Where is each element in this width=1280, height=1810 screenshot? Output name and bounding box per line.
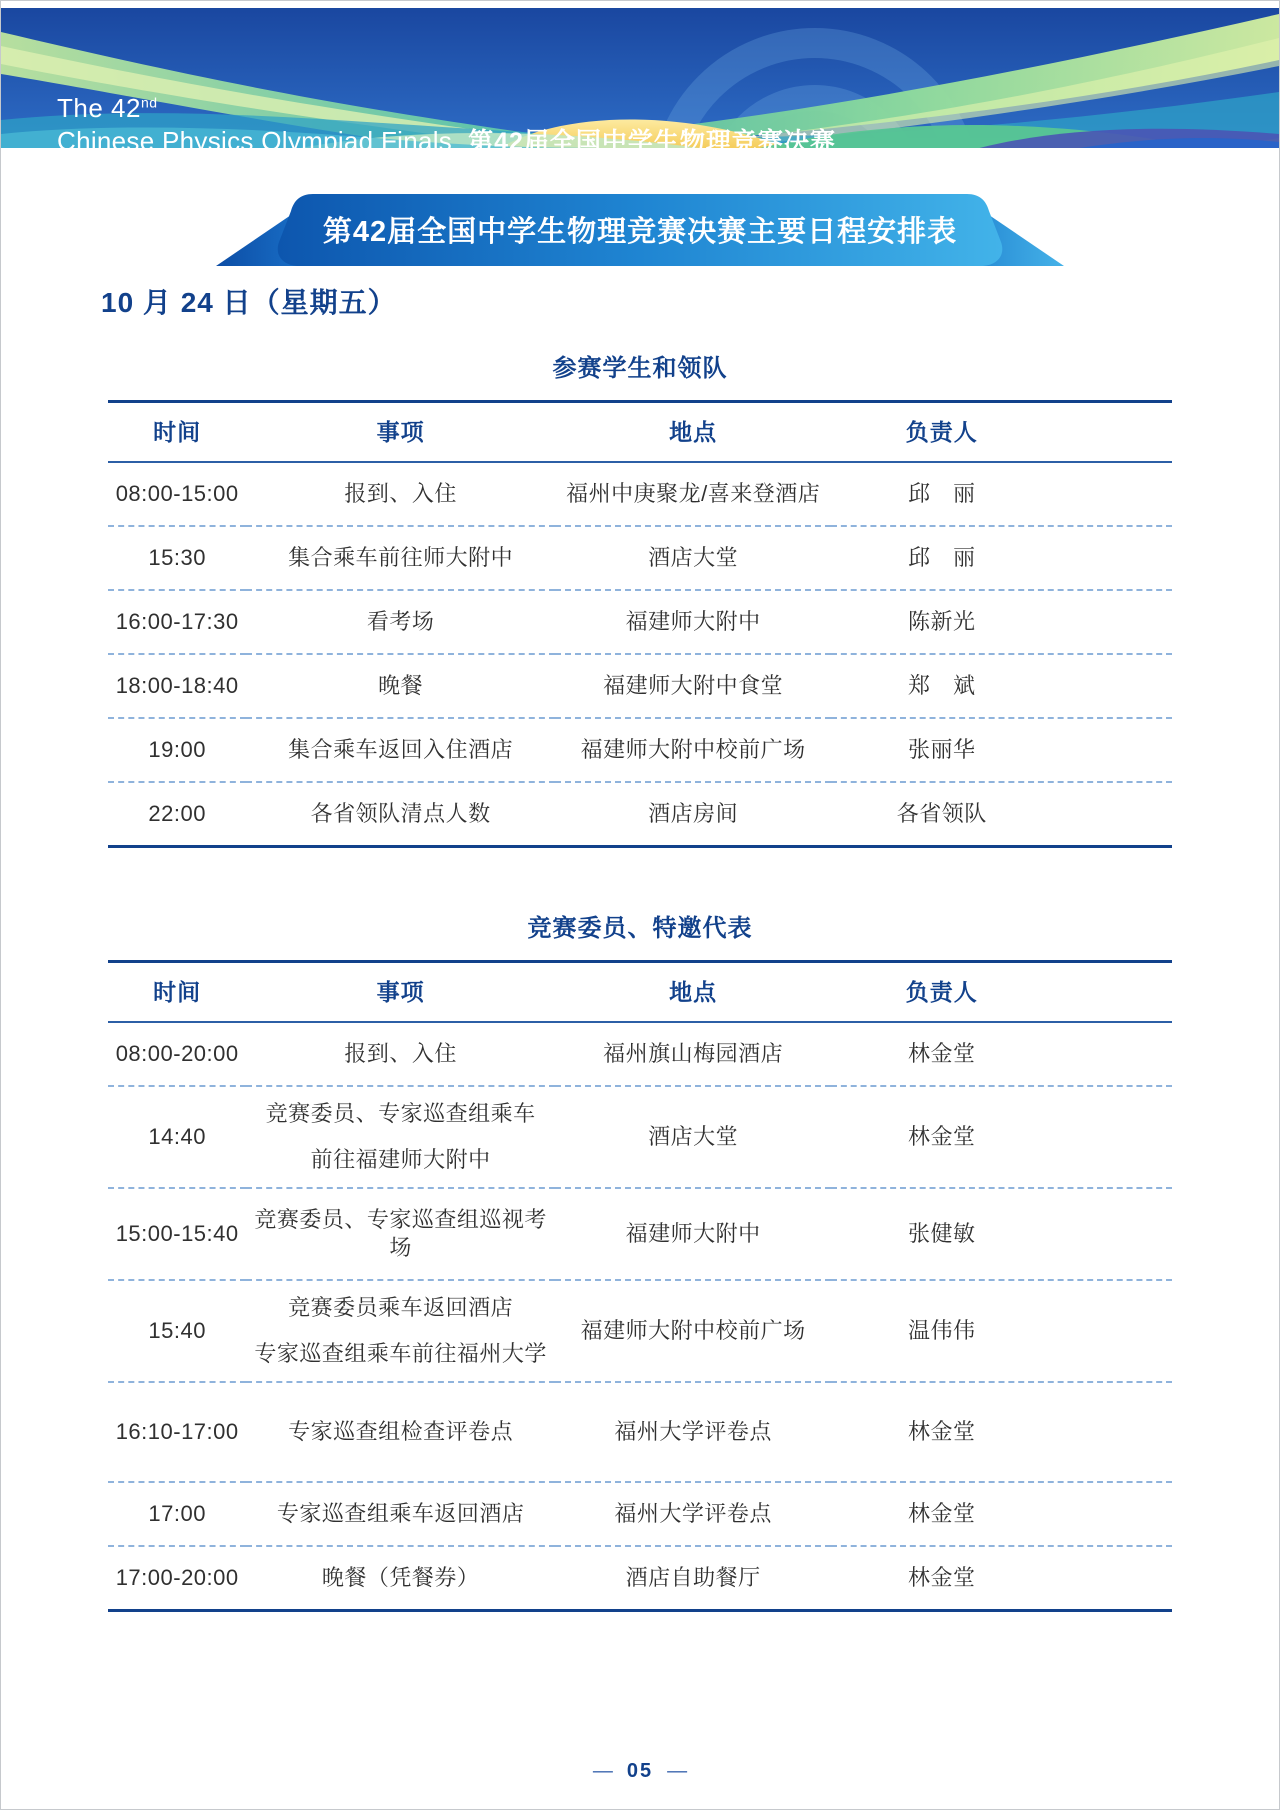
schedule-table-committee — [108, 960, 1172, 1612]
table-row — [108, 462, 1172, 526]
table-row — [108, 1546, 1172, 1611]
location-cell: 福州旗山梅园酒店 — [603, 1041, 784, 1066]
table-row — [108, 782, 1172, 847]
time-cell: 19:00 — [148, 737, 206, 762]
schedule-table-participants — [108, 400, 1172, 848]
table-row — [108, 590, 1172, 654]
table-row — [108, 1482, 1172, 1546]
table-row — [108, 1280, 1172, 1382]
item-cell — [246, 1280, 555, 1382]
person-cell: 林金堂 — [907, 1419, 976, 1444]
page-header-banner — [1, 8, 1279, 156]
person-cell: 陈新光 — [907, 609, 976, 634]
table-header-row — [108, 962, 1172, 1023]
person-cell: 林金堂 — [907, 1041, 976, 1066]
column-header-person: 负责人 — [905, 419, 978, 445]
header-edition-line: The 42nd — [57, 93, 158, 123]
column-header-person: 负责人 — [905, 979, 978, 1005]
table-row — [108, 1382, 1172, 1482]
person-cell: 张丽华 — [907, 737, 976, 762]
person-cell: 张健敏 — [907, 1221, 976, 1246]
event-name-english: Chinese Physics Olympiad Finals — [57, 125, 453, 156]
location-cell: 福州大学评卷点 — [614, 1419, 772, 1444]
location-cell: 酒店大堂 — [648, 1124, 739, 1149]
time-cell: 22:00 — [148, 801, 206, 826]
time-cell: 16:10-17:00 — [115, 1419, 239, 1444]
column-header-time: 时间 — [153, 419, 202, 445]
date-heading: 10 月 24 日（星期五） — [101, 287, 397, 318]
page-number: 05 — [626, 1760, 654, 1782]
location-cell: 福建师大附中 — [625, 609, 761, 634]
edition-ordinal-suffix: nd — [140, 94, 158, 111]
section-title: 竞赛委员、特邀代表 — [527, 915, 753, 942]
table-row — [108, 718, 1172, 782]
column-header-time: 时间 — [153, 979, 202, 1005]
person-cell: 邱 丽 — [907, 545, 976, 570]
time-cell: 18:00-18:40 — [115, 673, 239, 698]
column-header-location: 地点 — [669, 419, 718, 445]
schedule-section-committee — [1, 914, 1279, 1612]
event-name-chinese: 第42届全国中学生物理竞赛决赛 — [468, 127, 836, 156]
item-cell: 报到、入住 — [344, 481, 457, 506]
item-cell: 各省领队清点人数 — [310, 801, 491, 826]
section-title: 参赛学生和领队 — [552, 355, 728, 382]
time-cell: 17:00-20:00 — [115, 1565, 239, 1590]
person-cell: 林金堂 — [907, 1501, 976, 1526]
location-cell: 酒店自助餐厅 — [625, 1565, 761, 1590]
person-cell: 郑 斌 — [907, 673, 976, 698]
item-cell: 晚餐（凭餐券） — [321, 1565, 480, 1590]
table-row — [108, 1022, 1172, 1086]
table-row — [108, 1086, 1172, 1188]
person-cell: 邱 丽 — [907, 481, 976, 506]
location-cell: 酒店大堂 — [648, 545, 739, 570]
location-cell: 福建师大附中校前广场 — [580, 1318, 806, 1343]
time-cell: 15:00-15:40 — [115, 1221, 239, 1246]
table-row — [108, 526, 1172, 590]
column-header-item: 事项 — [376, 979, 425, 1005]
location-cell: 福建师大附中 — [625, 1221, 761, 1246]
footer-right-dash: — — [667, 1760, 688, 1782]
location-cell: 福州大学评卷点 — [614, 1501, 772, 1526]
header-event-line — [57, 127, 836, 157]
item-line-1: 竞赛委员、专家巡查组乘车 — [265, 1101, 536, 1126]
item-cell — [246, 1086, 555, 1188]
table-row — [108, 1188, 1172, 1280]
person-cell: 各省领队 — [896, 801, 987, 826]
header-title-block — [57, 94, 836, 157]
title-ribbon — [198, 190, 1082, 270]
time-cell: 08:00-20:00 — [115, 1041, 239, 1066]
item-cell: 报到、入住 — [344, 1041, 457, 1066]
time-cell: 08:00-15:00 — [115, 481, 239, 506]
item-cell: 专家巡查组检查评卷点 — [288, 1419, 514, 1444]
item-line-2: 专家巡查组乘车前往福州大学 — [254, 1341, 547, 1366]
time-cell: 14:40 — [148, 1124, 206, 1149]
person-cell: 温伟伟 — [907, 1318, 976, 1343]
item-cell: 竞赛委员、专家巡查组巡视考场 — [254, 1207, 547, 1260]
table-header-row — [108, 402, 1172, 463]
person-cell: 林金堂 — [907, 1565, 976, 1590]
item-cell: 看考场 — [366, 609, 435, 634]
time-cell: 15:30 — [148, 545, 206, 570]
location-cell: 福州中庚聚龙/喜来登酒店 — [566, 481, 821, 506]
time-cell: 17:00 — [148, 1501, 206, 1526]
page-title: 第42届全国中学生物理竞赛决赛主要日程安排表 — [322, 215, 958, 248]
location-cell: 福建师大附中食堂 — [603, 673, 784, 698]
location-cell: 酒店房间 — [648, 801, 739, 826]
location-cell: 福建师大附中校前广场 — [580, 737, 806, 762]
column-header-location: 地点 — [669, 979, 718, 1005]
person-cell: 林金堂 — [907, 1124, 976, 1149]
item-cell: 集合乘车返回入住酒店 — [288, 737, 514, 762]
footer-left-dash: — — [592, 1760, 613, 1782]
item-cell: 集合乘车前往师大附中 — [288, 545, 514, 570]
item-cell: 专家巡查组乘车返回酒店 — [276, 1501, 525, 1526]
item-cell: 晚餐 — [378, 673, 424, 698]
time-cell: 16:00-17:30 — [115, 609, 239, 634]
schedule-section-participants — [1, 354, 1279, 848]
item-line-2: 前往福建师大附中 — [310, 1147, 491, 1172]
item-line-1: 竞赛委员乘车返回酒店 — [288, 1295, 514, 1320]
table-row — [108, 654, 1172, 718]
column-header-item: 事项 — [376, 419, 425, 445]
time-cell: 15:40 — [148, 1318, 206, 1343]
page-footer — [1, 1760, 1279, 1783]
